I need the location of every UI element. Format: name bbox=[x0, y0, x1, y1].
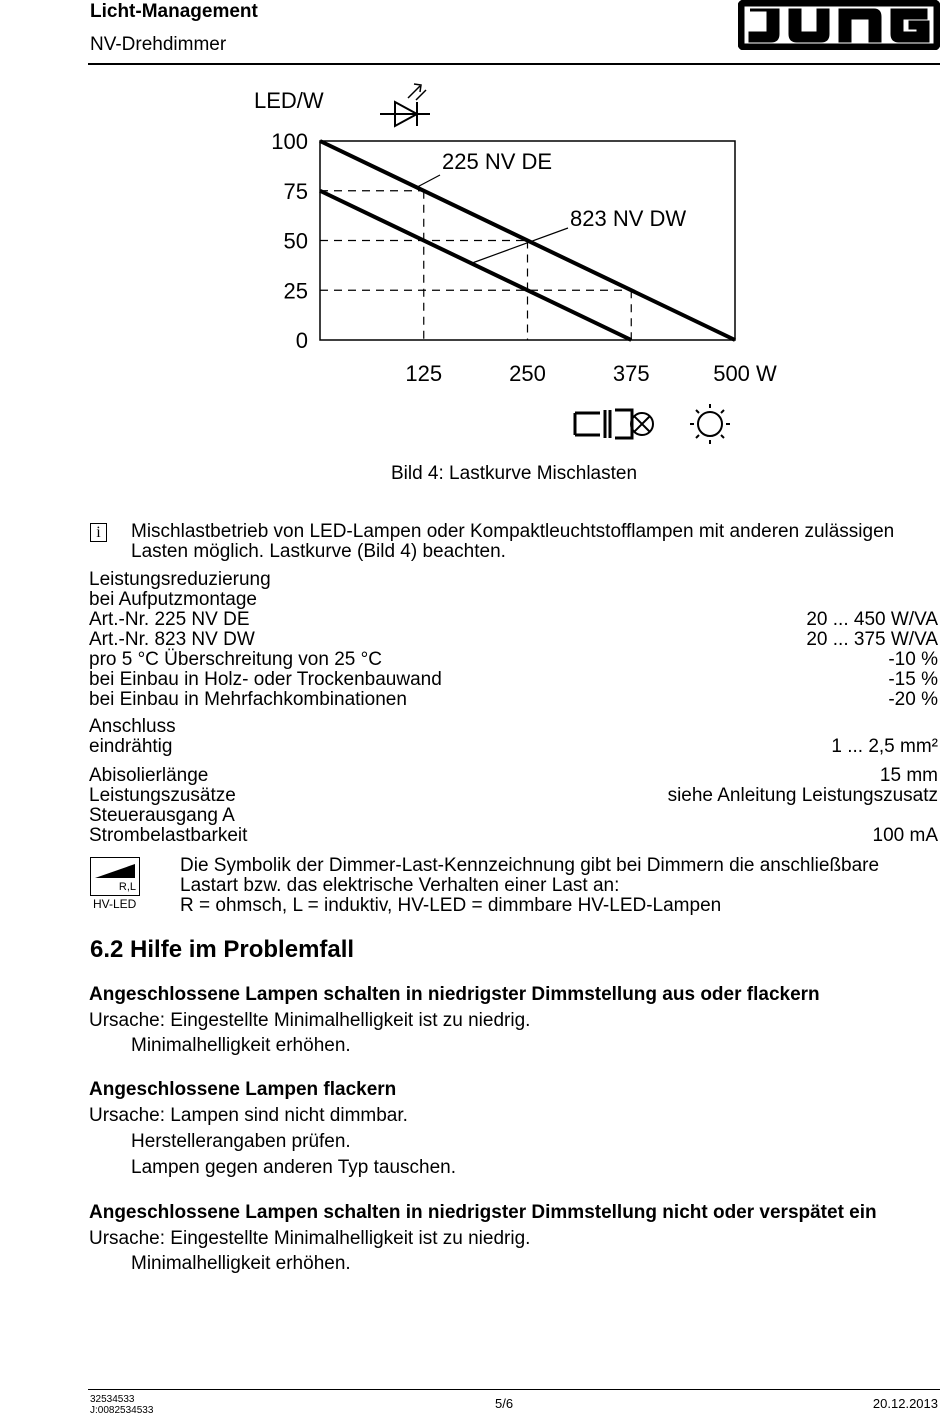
header-subtitle: NV-Drehdimmer bbox=[90, 34, 227, 55]
problem-heading: Angeschlossene Lampen flackern bbox=[89, 1079, 397, 1100]
jung-logo bbox=[738, 0, 940, 50]
info-text-line-1: Mischlastbetrieb von LED-Lampen oder Kompaktleuchtstofflampen mit anderen zulässigen bbox=[131, 521, 895, 542]
spec-row-label: bei Einbau in Mehrfachkombinationen bbox=[89, 689, 407, 710]
symbol-text-line-1: Die Symbolik der Dimmer-Last-Kennzeichnung gibt bei Dimmern die anschließbare bbox=[180, 855, 880, 876]
footer-divider bbox=[88, 1389, 940, 1390]
spec-row-label: Art.-Nr. 225 NV DE bbox=[89, 609, 250, 630]
spec-anschluss: Anschluss bbox=[89, 716, 176, 737]
spec-row-label: Art.-Nr. 823 NV DW bbox=[89, 629, 255, 650]
symbol-text-line-3: R = ohmsch, L = induktiv, HV-LED = dimmbare HV-LED-Lampen bbox=[180, 895, 722, 916]
y-tick-label: 75 bbox=[283, 178, 308, 204]
spec-abisolier-value: 15 mm bbox=[879, 765, 938, 786]
load-curve-chart bbox=[240, 78, 800, 448]
dimmer-symbol bbox=[90, 857, 140, 896]
info-text-line-2: Lasten möglich. Lastkurve (Bild 4) beachten. bbox=[131, 541, 506, 562]
section-title: 6.2 Hilfe im Problemfall bbox=[90, 936, 355, 963]
spec-strom: Strombelastbarkeit bbox=[89, 825, 248, 846]
footer-doc-number: 32534533 bbox=[90, 1394, 135, 1405]
problem-heading: Angeschlossene Lampen schalten in niedrigster Dimmstellung nicht oder verspätet ein bbox=[89, 1202, 877, 1223]
bulb-icon bbox=[698, 412, 722, 436]
spec-row-label: pro 5 °C Überschreitung von 25 °C bbox=[89, 649, 382, 670]
led-rays-icon bbox=[408, 84, 426, 100]
spec-eindraehtig-value: 1 ... 2,5 mm² bbox=[831, 736, 938, 757]
spec-row-value: -20 % bbox=[888, 689, 938, 710]
spec-row-label: bei Einbau in Holz- oder Trockenbauwand bbox=[89, 669, 442, 690]
spec-reduction-sub: bei Aufputzmontage bbox=[89, 589, 257, 610]
y-tick-label: 0 bbox=[295, 328, 308, 353]
problem-remedy: Minimalhelligkeit erhöhen. bbox=[131, 1035, 351, 1056]
bulb-rays-icon bbox=[690, 404, 730, 444]
y-tick-label: 25 bbox=[283, 278, 308, 304]
y-tick-label: 50 bbox=[283, 228, 308, 254]
x-tick-label: 250 bbox=[509, 361, 546, 386]
info-icon: i bbox=[90, 523, 107, 542]
problem-cause: Ursache: Lampen sind nicht dimmbar. bbox=[89, 1105, 408, 1126]
y-axis-label: LED/W bbox=[254, 88, 324, 113]
x-tick-label: 125 bbox=[405, 361, 443, 386]
spec-row-value: 20 ... 450 W/VA bbox=[806, 609, 938, 630]
series-label: 823 NV DW bbox=[570, 206, 687, 231]
problem-heading: Angeschlossene Lampen schalten in niedrigster Dimmstellung aus oder flackern bbox=[89, 984, 820, 1005]
spec-row-value: -10 % bbox=[888, 649, 938, 670]
y-tick-label: 100 bbox=[271, 129, 308, 154]
footer-page: 5/6 bbox=[495, 1396, 514, 1411]
problem-cause: Ursache: Eingestellte Minimalhelligkeit ist zu niedrig. bbox=[89, 1228, 531, 1249]
series-label: 225 NV DE bbox=[442, 149, 553, 174]
problem-remedy: Herstellerangaben prüfen. bbox=[131, 1131, 351, 1152]
spec-zusaetze: Leistungszusätze bbox=[89, 785, 236, 806]
header-title: Licht-Management bbox=[90, 1, 258, 22]
problem-cause: Ursache: Eingestellte Minimalhelligkeit ist zu niedrig. bbox=[89, 1010, 531, 1031]
problem-remedy: Minimalhelligkeit erhöhen. bbox=[131, 1253, 351, 1274]
spec-strom-value: 100 mA bbox=[872, 825, 938, 846]
spec-reduction-title: Leistungsreduzierung bbox=[89, 569, 271, 590]
spec-row-value: -15 % bbox=[888, 669, 938, 690]
header-divider bbox=[88, 63, 940, 65]
symbol-text-line-2: Lastart bzw. das elektrische Verhalten einer Last an: bbox=[180, 875, 620, 896]
series-leader bbox=[418, 175, 440, 187]
dimmer-symbol-label: R,L bbox=[118, 881, 136, 893]
problem-remedy: Lampen gegen anderen Typ tauschen. bbox=[131, 1157, 457, 1178]
figure-caption: Bild 4: Lastkurve Mischlasten bbox=[390, 463, 638, 484]
lamp-cross-icon bbox=[634, 416, 650, 432]
footer-date: 20.12.2013 bbox=[872, 1396, 938, 1411]
spec-row-value: 20 ... 375 W/VA bbox=[806, 629, 938, 650]
x-tick-label: 500 W bbox=[713, 361, 777, 386]
spec-abisolier: Abisolierlänge bbox=[89, 765, 209, 786]
spec-eindraehtig: eindrähtig bbox=[89, 736, 173, 757]
spec-zusaetze-value: siehe Anleitung Leistungszusatz bbox=[667, 785, 938, 806]
series-leader bbox=[474, 228, 568, 263]
transformer-icon bbox=[575, 410, 632, 438]
x-tick-label: 375 bbox=[612, 361, 650, 386]
spec-steuer: Steuerausgang A bbox=[89, 805, 235, 826]
footer-job-number: J:0082534533 bbox=[90, 1405, 154, 1416]
dimmer-symbol-hvled: HV-LED bbox=[93, 897, 137, 911]
led-diode-icon bbox=[380, 102, 430, 126]
